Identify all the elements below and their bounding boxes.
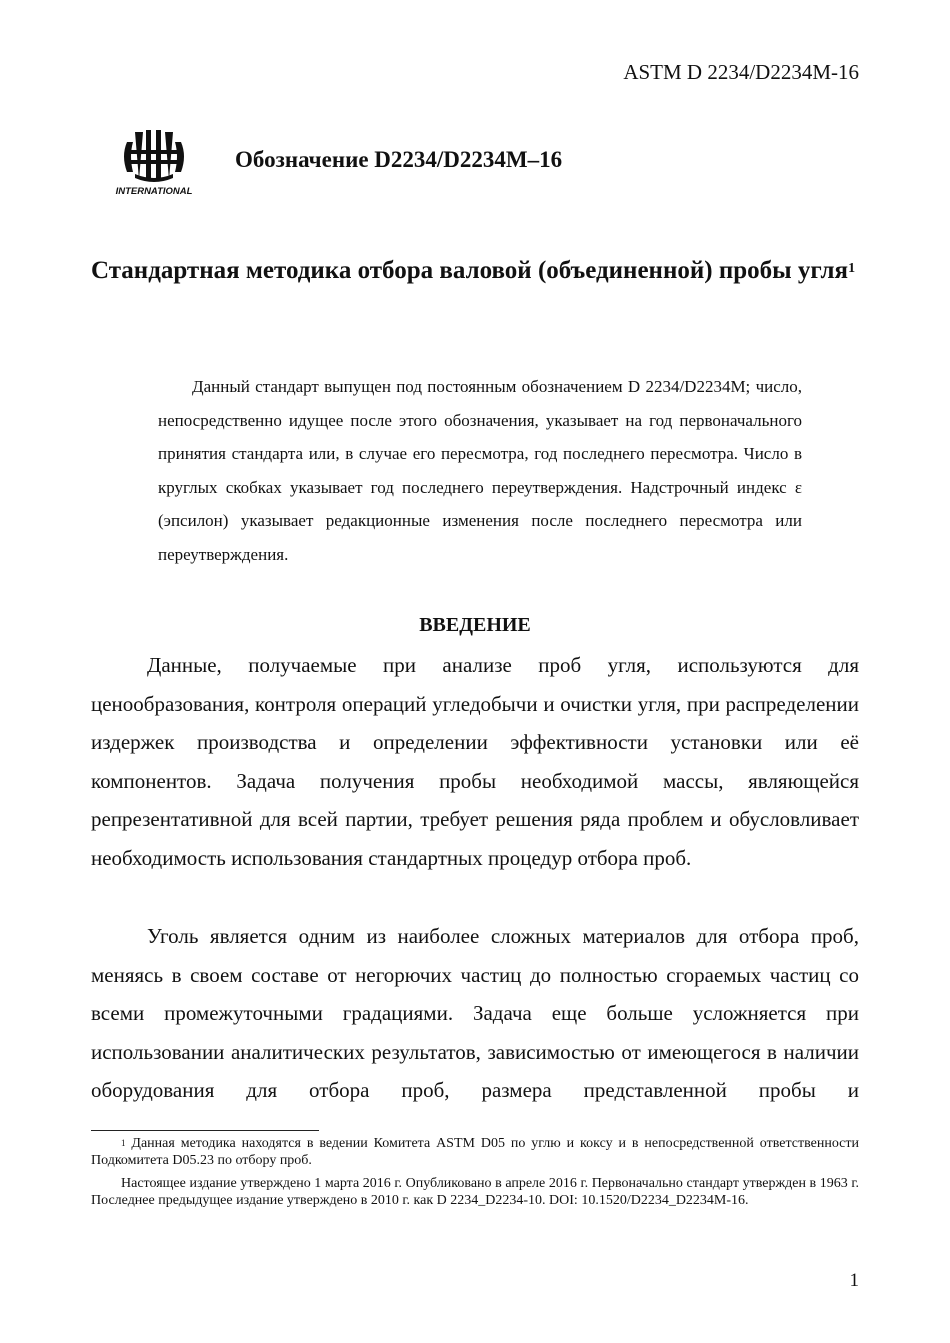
astm-international-logo xyxy=(113,128,195,198)
footnote-1-marker: 1 xyxy=(121,1138,126,1148)
introduction-paragraph-1: Данные, получаемые при анализе проб угля, используются для ценообразования, контроля операций угледобычи и очистки угля, при распределении издержек производства и определении эффективности установки или её компонентов. Задача получения пробы необходимой массы, являющейся репрезентативной для всей партии, требует решения ряда проблем и обусловливает необходимость использования стандартных процедур отбора проб. xyxy=(91,653,859,870)
standard-designation: Обозначение D2234/D2234M–16 xyxy=(235,147,563,172)
title-footnote-ref[interactable]: 1 xyxy=(848,261,856,276)
logo-caption: INTERNATIONAL xyxy=(115,186,193,197)
footnote-2: Настоящее издание утверждено 1 марта 2016 г. Опубликовано в апреле 2016 г. Первоначально стандарт утвержден в 1963 г. Последнее предыдущее издание утверждено в 2010 г. как D 2234_D2234-10. DOI: 10.1520/D2234_D2234M-16. xyxy=(91,1176,859,1208)
title-text: Стандартная методика отбора валовой (объединенной) пробы угля xyxy=(91,257,849,284)
footnote-1 xyxy=(91,1136,859,1169)
introduction-heading: ВВЕДЕНИЕ xyxy=(419,614,531,636)
footnote-1-text: Данная методика находятся в ведении Комитета ASTM D05 по углю и коксу и в непосредственной ответственности Подкомитета D05.23 по отбору проб. xyxy=(91,1136,859,1168)
page-number: 1 xyxy=(849,1270,859,1291)
document-title xyxy=(91,248,859,293)
astm-logo-mark xyxy=(113,128,195,198)
introduction-paragraph-2: Уголь является одним из наиболее сложных материалов для отбора проб, меняясь в своем составе от негорючих частиц до полностью сгораемых частиц со всеми промежуточными градациями. Задача еще больше усложняется при использовании аналитических результатов, зависимостью от имеющегося в наличии оборудования для отбора проб, размера представленной пробы и xyxy=(91,924,859,1103)
designation-notice: Данный стандарт выпущен под постоянным обозначением D 2234/D2234M; число, непосредственно идущее после этого обозначения, указывает на год первоначального принятия стандарта или, в случае его пересмотра, год последнего пересмотра. Число в круглых скобках указывает год последнего переутверждения. Надстрочный индекс ε (эпсилон) указывает редакционные изменения после последнего пересмотра или переутверждения. xyxy=(158,377,802,564)
document-code: ASTM D 2234/D2234M-16 xyxy=(623,60,859,84)
footnote-divider xyxy=(91,1130,319,1131)
